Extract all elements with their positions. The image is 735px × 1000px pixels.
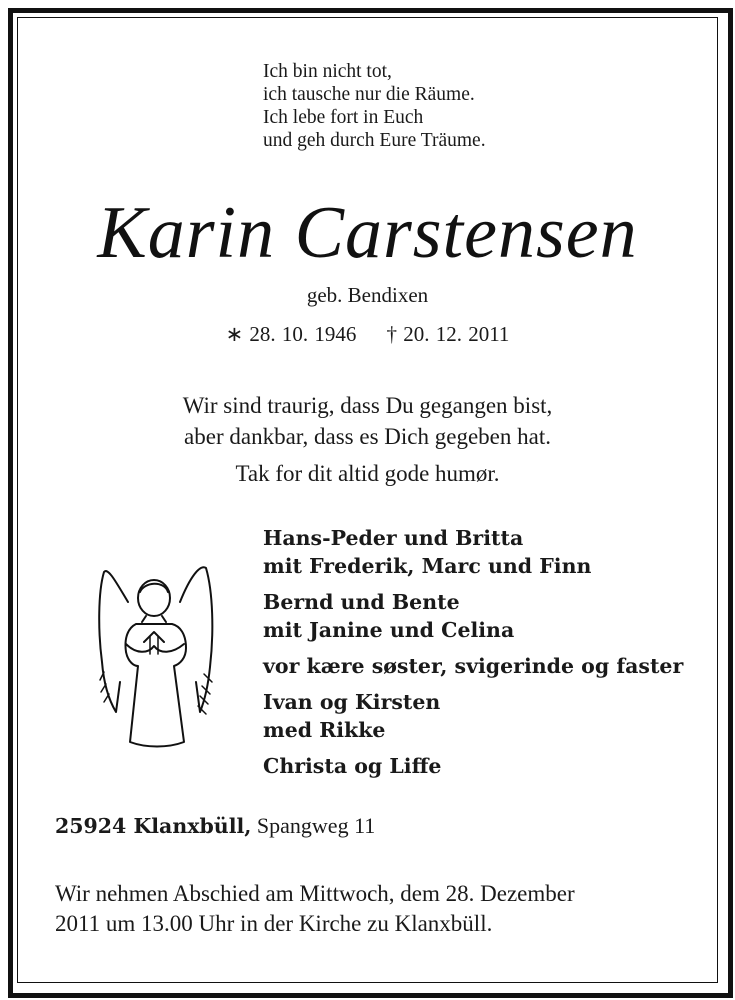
deceased-name: Karin Carstensen xyxy=(97,192,638,274)
farewell-line: 2011 um 13.00 Uhr in der Kirche zu Klanxbüll. xyxy=(55,911,493,936)
mourner-line: med Rikke xyxy=(263,718,386,742)
mourner-group xyxy=(263,524,683,580)
mourner-group xyxy=(263,752,683,780)
poem-line: ich tausche nur die Räume. xyxy=(263,84,475,105)
address-street: Spangweg 11 xyxy=(256,813,376,838)
sorrow-text xyxy=(0,390,735,452)
mourner-group xyxy=(263,588,683,644)
address xyxy=(55,813,375,839)
poem-line: Ich lebe fort in Euch xyxy=(263,107,424,128)
poem-line: und geh durch Eure Träume. xyxy=(263,130,486,151)
mourner-line: Christa og Liffe xyxy=(263,754,442,778)
death-date: † 20. 12. 2011 xyxy=(386,322,510,346)
maiden-name: geb. Bendixen xyxy=(306,283,429,307)
life-dates xyxy=(0,322,735,347)
birth-date: ∗ 28. 10. 1946 xyxy=(225,322,357,346)
sorrow-line: Wir sind traurig, dass Du gegangen bist, xyxy=(182,393,553,418)
mourner-line: mit Janine und Celina xyxy=(263,618,515,642)
mourner-group xyxy=(263,652,683,680)
mourners-list xyxy=(263,524,683,788)
farewell-notice xyxy=(55,879,695,939)
farewell-line: Wir nehmen Abschied am Mittwoch, dem 28. Dezember xyxy=(55,881,575,906)
address-town: 25924 Klanxbüll, xyxy=(55,814,252,838)
mourner-line: vor kære søster, svigerinde og faster xyxy=(263,654,684,678)
poem-line: Ich bin nicht tot, xyxy=(263,61,392,82)
mourner-line: Hans-Peder und Britta xyxy=(263,526,524,550)
sorrow-line: aber dankbar, dass es Dich gegeben hat. xyxy=(184,424,551,449)
angel-icon xyxy=(96,562,216,757)
mourner-line: Bernd und Bente xyxy=(263,590,460,614)
poem xyxy=(263,60,486,152)
mourner-line: mit Frederik, Marc und Finn xyxy=(263,554,592,578)
danish-line: Tak for dit altid gode humør. xyxy=(235,461,500,486)
mourner-group xyxy=(263,688,683,744)
mourner-line: Ivan og Kirsten xyxy=(263,690,441,714)
